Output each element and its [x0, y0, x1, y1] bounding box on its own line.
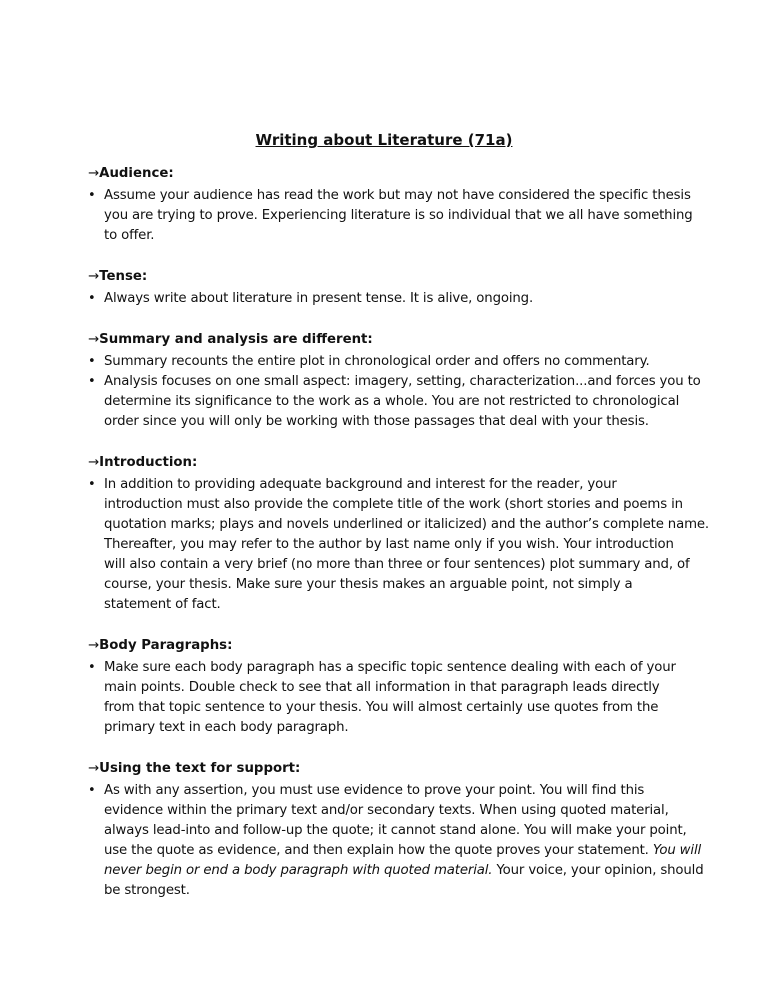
section-heading [88, 330, 728, 350]
text-line: order since you will only be working with those passages that deal with your thesis. [104, 414, 649, 429]
text-line: statement of fact. [104, 597, 221, 612]
text-line: main points. Double check to see that all information in that paragraph leads directly [104, 680, 660, 695]
bullet-item [88, 289, 728, 309]
text-line: Assume your audience has read the work but may not have considered the specific thesis [104, 188, 691, 203]
text-line: to offer. [104, 228, 155, 243]
text-line: Summary recounts the entire plot in chronological order and offers no commentary. [104, 354, 650, 369]
text-line: Make sure each body paragraph has a specific topic sentence dealing with each of your [104, 660, 676, 675]
arrow-icon: → [88, 166, 100, 181]
section [88, 636, 728, 738]
arrow-icon: → [88, 455, 100, 470]
section-heading-text: Introduction: [99, 455, 198, 470]
arrow-icon: → [88, 761, 100, 776]
text-line: course, your thesis. Make sure your thesis makes an arguable point, not simply a [104, 577, 633, 592]
bullet-item [88, 781, 728, 901]
text-line: determine its significance to the work as a whole. You are not restricted to chronological [104, 394, 680, 409]
section-heading-text: Summary and analysis are different: [99, 332, 373, 347]
bullet-item [88, 658, 728, 738]
text-line: In addition to providing adequate background and interest for the reader, your [104, 477, 617, 492]
italic-text: never begin or end a body paragraph with quoted material. [104, 863, 493, 878]
text-line: will also contain a very brief (no more than three or four sentences) plot summary and, of [104, 557, 690, 572]
section-heading-text: Body Paragraphs: [99, 638, 233, 653]
text-segment: use the quote as evidence, and then explain how the quote proves your statement. [104, 843, 653, 858]
text-line: from that topic sentence to your thesis. You will almost certainly use quotes from the [104, 700, 659, 715]
text-line: Always write about literature in present tense. It is alive, ongoing. [104, 291, 534, 306]
bullet-icon: • [88, 354, 96, 369]
text-segment: Your voice, your opinion, should [492, 863, 704, 878]
arrow-icon: → [88, 332, 100, 347]
bullet-item [88, 475, 728, 615]
italic-text: You will [652, 843, 702, 858]
arrow-icon: → [88, 269, 100, 284]
section-heading-text: Tense: [99, 269, 148, 284]
section [88, 453, 728, 615]
text-line: be strongest. [104, 883, 190, 898]
page-title: Writing about Literature (71a) [255, 131, 513, 149]
text-line: evidence within the primary text and/or secondary texts. When using quoted material, [104, 803, 669, 818]
section [88, 759, 728, 901]
bullet-icon: • [88, 660, 96, 675]
section [88, 164, 728, 246]
text-line: you are trying to prove. Experiencing literature is so individual that we all have something [104, 208, 693, 223]
section-heading-text: Using the text for support: [99, 761, 301, 776]
section-heading [88, 453, 728, 473]
section [88, 267, 728, 309]
bullet-item [88, 186, 728, 246]
text-line: quotation marks; plays and novels underlined or italicized) and the author’s complete name. [104, 517, 709, 532]
bullet-item [88, 372, 728, 432]
section-heading [88, 164, 728, 184]
document-body [88, 164, 728, 922]
text-line: Thereafter, you may refer to the author by last name only if you wish. Your introduction [104, 537, 674, 552]
section-heading-text: Audience: [99, 166, 174, 181]
text-line: introduction must also provide the complete title of the work (short stories and poems in [104, 497, 683, 512]
bullet-icon: • [88, 783, 96, 798]
section-heading [88, 267, 728, 287]
section-heading [88, 759, 728, 779]
arrow-icon: → [88, 638, 100, 653]
bullet-icon: • [88, 188, 96, 203]
section-heading [88, 636, 728, 656]
bullet-icon: • [88, 291, 96, 306]
text-line [104, 841, 728, 861]
text-line: Analysis focuses on one small aspect: imagery, setting, characterization...and forces you to [104, 374, 701, 389]
text-line: always lead-into and follow-up the quote; it cannot stand alone. You will make your point, [104, 823, 687, 838]
bullet-icon: • [88, 374, 96, 389]
text-line [104, 861, 728, 881]
bullet-item [88, 352, 728, 372]
section [88, 330, 728, 432]
text-line: As with any assertion, you must use evidence to prove your point. You will find this [104, 783, 645, 798]
text-line: primary text in each body paragraph. [104, 720, 349, 735]
bullet-icon: • [88, 477, 96, 492]
